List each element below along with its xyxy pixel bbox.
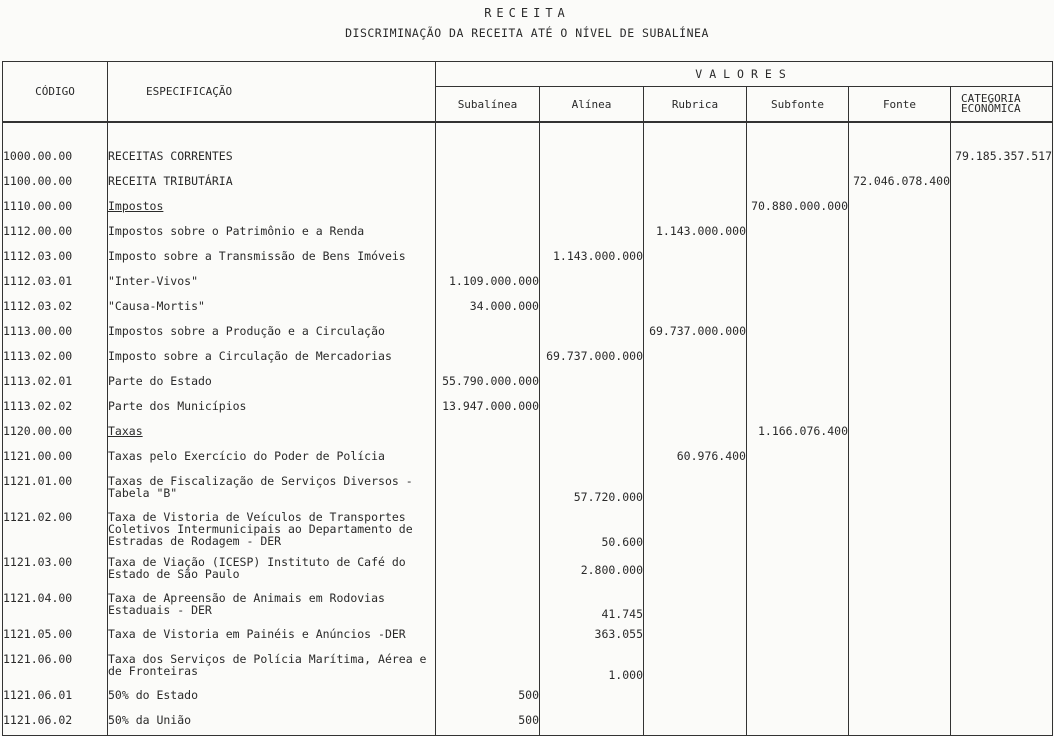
subalinea-cell xyxy=(436,649,540,685)
categoria-cell xyxy=(951,421,1053,446)
rubrica-cell: 60.976.400 xyxy=(644,446,747,471)
spec-cell: 50% do Estado xyxy=(108,685,436,710)
codigo-cell: 1113.00.00 xyxy=(3,321,108,346)
rubrica-cell xyxy=(644,421,747,446)
fonte-cell xyxy=(849,296,951,321)
table-row xyxy=(3,624,1053,649)
subfonte-cell xyxy=(747,588,849,624)
fonte-cell xyxy=(849,685,951,710)
alinea-cell: 41.745 xyxy=(540,588,644,624)
spec-cell: Parte do Estado xyxy=(108,371,436,396)
table-row xyxy=(3,221,1053,246)
header-subalinea: Subalínea xyxy=(436,87,540,123)
table-row xyxy=(3,196,1053,221)
table-row xyxy=(3,396,1053,421)
spec-cell: Imposto sobre a Circulação de Mercadorias xyxy=(108,346,436,371)
table-row xyxy=(3,552,1053,588)
document-title: RECEITA xyxy=(484,6,570,20)
fonte-cell xyxy=(849,321,951,346)
header-categoria-line2: ECONÔMICA xyxy=(961,102,1021,115)
alinea-cell xyxy=(540,321,644,346)
categoria-cell xyxy=(951,685,1053,710)
spec-cell: Taxa dos Serviços de Polícia Marítima, Aérea e de Fronteiras xyxy=(108,649,436,685)
rubrica-cell xyxy=(644,196,747,221)
subalinea-cell: 13.947.000.000 xyxy=(436,396,540,421)
spec-cell: Taxas pelo Exercício do Poder de Polícia xyxy=(108,446,436,471)
subfonte-cell xyxy=(747,624,849,649)
spec-cell: Impostos sobre o Patrimônio e a Renda xyxy=(108,221,436,246)
subalinea-cell xyxy=(436,446,540,471)
spec-cell: "Causa-Mortis" xyxy=(108,296,436,321)
fonte-cell xyxy=(849,710,951,736)
alinea-cell xyxy=(540,296,644,321)
fonte-cell xyxy=(849,371,951,396)
codigo-cell: 1113.02.02 xyxy=(3,396,108,421)
subfonte-cell xyxy=(747,396,849,421)
rubrica-cell xyxy=(644,246,747,271)
header-codigo: CÓDIGO xyxy=(3,62,108,123)
codigo-cell: 1112.03.01 xyxy=(3,271,108,296)
spec-cell: Parte dos Municípios xyxy=(108,396,436,421)
spec-cell: RECEITAS CORRENTES xyxy=(108,146,436,171)
spec-cell: Taxa de Viação (ICESP) Instituto de Café do Estado de São Paulo xyxy=(108,552,436,588)
fonte-cell xyxy=(849,346,951,371)
rubrica-cell: 69.737.000.000 xyxy=(644,321,747,346)
spacer-row xyxy=(3,122,1053,146)
rubrica-cell xyxy=(644,271,747,296)
table-row xyxy=(3,471,1053,507)
alinea-cell xyxy=(540,371,644,396)
fonte-cell xyxy=(849,552,951,588)
subalinea-cell xyxy=(436,146,540,171)
categoria-cell xyxy=(951,221,1053,246)
revenue-table xyxy=(2,61,1053,736)
subalinea-cell xyxy=(436,196,540,221)
subfonte-cell xyxy=(747,552,849,588)
codigo-cell: 1112.03.00 xyxy=(3,246,108,271)
codigo-cell: 1121.01.00 xyxy=(3,471,108,507)
rubrica-cell xyxy=(644,346,747,371)
codigo-cell: 1000.00.00 xyxy=(3,146,108,171)
table-row xyxy=(3,588,1053,624)
rubrica-cell xyxy=(644,710,747,736)
subfonte-cell xyxy=(747,246,849,271)
rubrica-cell xyxy=(644,296,747,321)
categoria-cell xyxy=(951,649,1053,685)
spec-cell: "Inter-Vivos" xyxy=(108,271,436,296)
subalinea-cell: 500 xyxy=(436,710,540,736)
subalinea-cell xyxy=(436,552,540,588)
alinea-cell: 2.800.000 xyxy=(540,552,644,588)
table-row xyxy=(3,296,1053,321)
subalinea-cell xyxy=(436,421,540,446)
alinea-cell: 69.737.000.000 xyxy=(540,346,644,371)
codigo-cell: 1121.00.00 xyxy=(3,446,108,471)
categoria-cell xyxy=(951,710,1053,736)
spec-cell: Impostos xyxy=(108,196,436,221)
table-row xyxy=(3,146,1053,171)
fonte-cell xyxy=(849,421,951,446)
subalinea-cell: 1.109.000.000 xyxy=(436,271,540,296)
alinea-cell: 363.055 xyxy=(540,624,644,649)
alinea-cell: 57.720.000 xyxy=(540,471,644,507)
table-row xyxy=(3,321,1053,346)
subfonte-cell xyxy=(747,271,849,296)
fonte-cell xyxy=(849,196,951,221)
subfonte-cell xyxy=(747,146,849,171)
header-subfonte: Subfonte xyxy=(747,87,849,123)
fonte-cell xyxy=(849,471,951,507)
codigo-cell: 1120.00.00 xyxy=(3,421,108,446)
subalinea-cell: 34.000.000 xyxy=(436,296,540,321)
subfonte-cell xyxy=(747,710,849,736)
fonte-cell xyxy=(849,446,951,471)
header-rubrica: Rubrica xyxy=(644,87,747,123)
fonte-cell xyxy=(849,396,951,421)
table-row xyxy=(3,685,1053,710)
subalinea-cell: 500 xyxy=(436,685,540,710)
categoria-cell xyxy=(951,624,1053,649)
fonte-cell xyxy=(849,271,951,296)
table-row xyxy=(3,421,1053,446)
table-row xyxy=(3,446,1053,471)
table-row xyxy=(3,710,1053,736)
rubrica-cell xyxy=(644,685,747,710)
codigo-cell: 1121.06.00 xyxy=(3,649,108,685)
fonte-cell xyxy=(849,221,951,246)
codigo-cell: 1110.00.00 xyxy=(3,196,108,221)
categoria-cell xyxy=(951,271,1053,296)
fonte-cell xyxy=(849,246,951,271)
alinea-cell xyxy=(540,446,644,471)
rubrica-cell xyxy=(644,649,747,685)
table-row xyxy=(3,346,1053,371)
header-categoria-line1: CATEGORIA xyxy=(961,92,1021,105)
spec-cell: Impostos sobre a Produção e a Circulação xyxy=(108,321,436,346)
categoria-cell xyxy=(951,321,1053,346)
rubrica-cell xyxy=(644,471,747,507)
subalinea-cell xyxy=(436,624,540,649)
subalinea-cell xyxy=(436,246,540,271)
rubrica-cell xyxy=(644,371,747,396)
codigo-cell: 1121.02.00 xyxy=(3,507,108,552)
codigo-cell: 1121.06.01 xyxy=(3,685,108,710)
subalinea-cell xyxy=(436,221,540,246)
document-subtitle: DISCRIMINAÇÃO DA RECEITA ATÉ O NÍVEL DE SUBALÍNEA xyxy=(345,26,709,40)
alinea-cell xyxy=(540,146,644,171)
codigo-cell: 1112.03.02 xyxy=(3,296,108,321)
subalinea-cell xyxy=(436,346,540,371)
subalinea-cell xyxy=(436,471,540,507)
subfonte-cell xyxy=(747,321,849,346)
subfonte-cell xyxy=(747,649,849,685)
categoria-cell xyxy=(951,246,1053,271)
categoria-cell xyxy=(951,196,1053,221)
table-row xyxy=(3,271,1053,296)
alinea-cell: 50.600 xyxy=(540,507,644,552)
codigo-cell: 1121.04.00 xyxy=(3,588,108,624)
subfonte-cell xyxy=(747,171,849,196)
subalinea-cell: 55.790.000.000 xyxy=(436,371,540,396)
subfonte-cell xyxy=(747,296,849,321)
spec-cell: Taxas xyxy=(108,421,436,446)
alinea-cell xyxy=(540,171,644,196)
fonte-cell xyxy=(849,649,951,685)
rubrica-cell xyxy=(644,507,747,552)
categoria-cell xyxy=(951,296,1053,321)
subfonte-cell xyxy=(747,371,849,396)
alinea-cell: 1.143.000.000 xyxy=(540,246,644,271)
header-especificacao: ESPECIFICAÇÃO xyxy=(108,62,436,123)
table-body xyxy=(3,122,1053,736)
subfonte-cell xyxy=(747,507,849,552)
spec-cell: Taxas de Fiscalização de Serviços Diversos - Tabela "B" xyxy=(108,471,436,507)
categoria-cell xyxy=(951,588,1053,624)
categoria-cell xyxy=(951,346,1053,371)
codigo-cell: 1113.02.01 xyxy=(3,371,108,396)
codigo-cell: 1121.05.00 xyxy=(3,624,108,649)
table-row xyxy=(3,246,1053,271)
subfonte-cell xyxy=(747,471,849,507)
rubrica-cell xyxy=(644,552,747,588)
fonte-cell xyxy=(849,624,951,649)
subfonte-cell: 1.166.076.400 xyxy=(747,421,849,446)
rubrica-cell xyxy=(644,396,747,421)
fonte-cell xyxy=(849,146,951,171)
header-alinea: Alínea xyxy=(540,87,644,123)
subalinea-cell xyxy=(436,321,540,346)
spec-cell: Taxa de Vistoria em Painéis e Anúncios -DER xyxy=(108,624,436,649)
categoria-cell xyxy=(951,471,1053,507)
categoria-cell xyxy=(951,446,1053,471)
header-fonte: Fonte xyxy=(849,87,951,123)
alinea-cell xyxy=(540,196,644,221)
rubrica-cell xyxy=(644,146,747,171)
codigo-cell: 1112.00.00 xyxy=(3,221,108,246)
categoria-cell xyxy=(951,371,1053,396)
alinea-cell xyxy=(540,685,644,710)
fonte-cell xyxy=(849,588,951,624)
table-row xyxy=(3,371,1053,396)
header-categoria-economica xyxy=(951,87,1053,123)
spec-cell: Taxa de Vistoria de Veículos de Transportes Coletivos Intermunicipais ao Departamento de Estradas de Rodagem - DER xyxy=(108,507,436,552)
subfonte-cell: 70.880.000.000 xyxy=(747,196,849,221)
subalinea-cell xyxy=(436,507,540,552)
codigo-cell: 1121.06.02 xyxy=(3,710,108,736)
categoria-cell xyxy=(951,552,1053,588)
rubrica-cell: 1.143.000.000 xyxy=(644,221,747,246)
alinea-cell xyxy=(540,221,644,246)
alinea-cell xyxy=(540,421,644,446)
categoria-cell xyxy=(951,171,1053,196)
rubrica-cell xyxy=(644,624,747,649)
spec-cell: 50% da União xyxy=(108,710,436,736)
spec-cell: Imposto sobre a Transmissão de Bens Imóveis xyxy=(108,246,436,271)
codigo-cell: 1113.02.00 xyxy=(3,346,108,371)
categoria-cell xyxy=(951,507,1053,552)
codigo-cell: 1121.03.00 xyxy=(3,552,108,588)
spec-cell: RECEITA TRIBUTÁRIA xyxy=(108,171,436,196)
fonte-cell: 72.046.078.400 xyxy=(849,171,951,196)
alinea-cell xyxy=(540,271,644,296)
table-row xyxy=(3,171,1053,196)
fonte-cell xyxy=(849,507,951,552)
subalinea-cell xyxy=(436,171,540,196)
categoria-cell: 79.185.357.517 xyxy=(951,146,1053,171)
header-valores: VALORES xyxy=(436,62,1053,87)
alinea-cell xyxy=(540,710,644,736)
alinea-cell xyxy=(540,396,644,421)
subfonte-cell xyxy=(747,346,849,371)
alinea-cell: 1.000 xyxy=(540,649,644,685)
subfonte-cell xyxy=(747,446,849,471)
table-row xyxy=(3,507,1053,552)
subalinea-cell xyxy=(436,588,540,624)
table-row xyxy=(3,649,1053,685)
rubrica-cell xyxy=(644,588,747,624)
categoria-cell xyxy=(951,396,1053,421)
spec-cell: Taxa de Apreensão de Animais em Rodovias Estaduais - DER xyxy=(108,588,436,624)
codigo-cell: 1100.00.00 xyxy=(3,171,108,196)
rubrica-cell xyxy=(644,171,747,196)
subfonte-cell xyxy=(747,221,849,246)
subfonte-cell xyxy=(747,685,849,710)
